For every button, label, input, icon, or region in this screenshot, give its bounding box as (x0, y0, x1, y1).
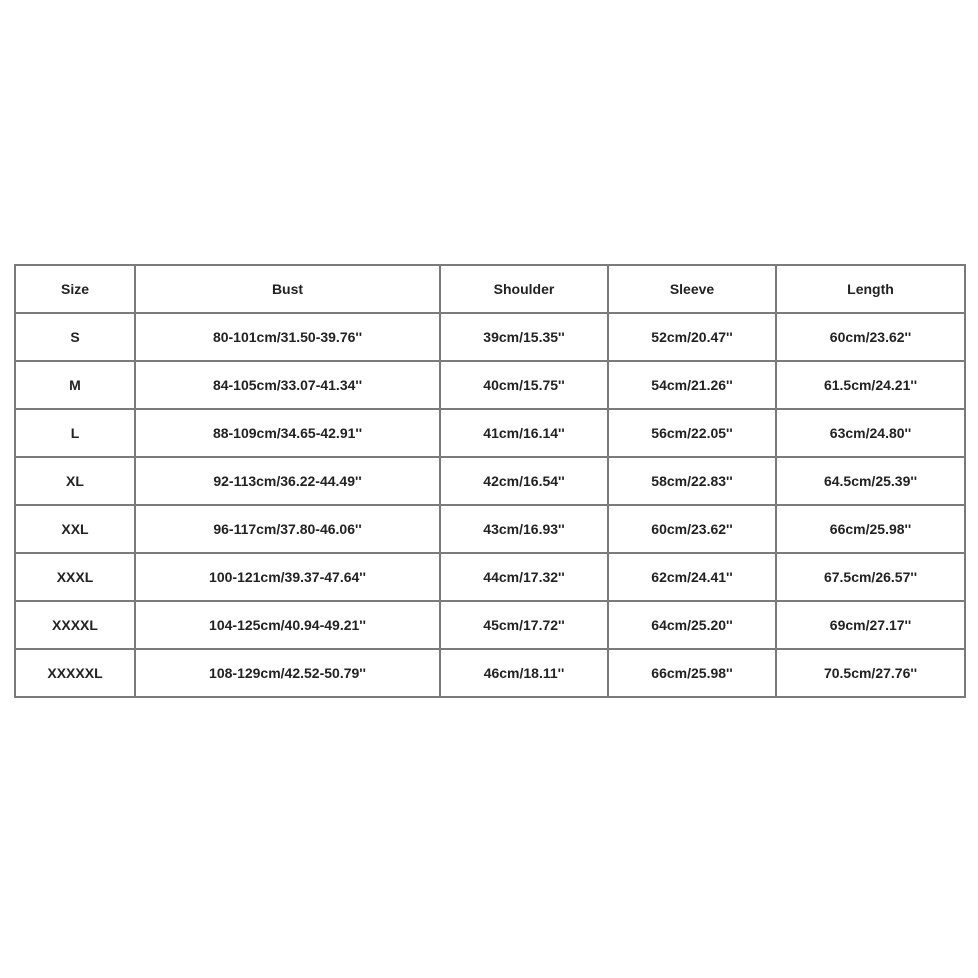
sleeve-cell: 58cm/22.83'' (608, 457, 776, 505)
header-sleeve: Sleeve (608, 265, 776, 313)
size-chart-table (14, 264, 966, 698)
shoulder-cell: 45cm/17.72'' (440, 601, 608, 649)
size-cell: L (15, 409, 135, 457)
sleeve-cell: 54cm/21.26'' (608, 361, 776, 409)
header-size: Size (15, 265, 135, 313)
table-row (15, 361, 965, 409)
header-shoulder: Shoulder (440, 265, 608, 313)
sleeve-cell: 66cm/25.98'' (608, 649, 776, 697)
length-cell: 66cm/25.98'' (776, 505, 965, 553)
length-cell: 63cm/24.80'' (776, 409, 965, 457)
sleeve-cell: 56cm/22.05'' (608, 409, 776, 457)
length-cell: 60cm/23.62'' (776, 313, 965, 361)
sleeve-cell: 62cm/24.41'' (608, 553, 776, 601)
size-cell: XXL (15, 505, 135, 553)
size-cell: S (15, 313, 135, 361)
sleeve-cell: 64cm/25.20'' (608, 601, 776, 649)
sleeve-cell: 52cm/20.47'' (608, 313, 776, 361)
bust-cell: 92-113cm/36.22-44.49'' (135, 457, 440, 505)
table-row (15, 457, 965, 505)
shoulder-cell: 44cm/17.32'' (440, 553, 608, 601)
table-row (15, 313, 965, 361)
bust-cell: 84-105cm/33.07-41.34'' (135, 361, 440, 409)
shoulder-cell: 43cm/16.93'' (440, 505, 608, 553)
length-cell: 70.5cm/27.76'' (776, 649, 965, 697)
table-row (15, 649, 965, 697)
size-cell: XXXXXL (15, 649, 135, 697)
bust-cell: 96-117cm/37.80-46.06'' (135, 505, 440, 553)
bust-cell: 80-101cm/31.50-39.76'' (135, 313, 440, 361)
shoulder-cell: 39cm/15.35'' (440, 313, 608, 361)
sleeve-cell: 60cm/23.62'' (608, 505, 776, 553)
shoulder-cell: 40cm/15.75'' (440, 361, 608, 409)
table-header-row (15, 265, 965, 313)
shoulder-cell: 42cm/16.54'' (440, 457, 608, 505)
table-row (15, 601, 965, 649)
shoulder-cell: 46cm/18.11'' (440, 649, 608, 697)
bust-cell: 104-125cm/40.94-49.21'' (135, 601, 440, 649)
size-cell: XXXL (15, 553, 135, 601)
size-cell: XL (15, 457, 135, 505)
shoulder-cell: 41cm/16.14'' (440, 409, 608, 457)
table-row (15, 409, 965, 457)
header-length: Length (776, 265, 965, 313)
bust-cell: 108-129cm/42.52-50.79'' (135, 649, 440, 697)
length-cell: 67.5cm/26.57'' (776, 553, 965, 601)
table-row (15, 553, 965, 601)
table-row (15, 505, 965, 553)
length-cell: 64.5cm/25.39'' (776, 457, 965, 505)
header-bust: Bust (135, 265, 440, 313)
bust-cell: 100-121cm/39.37-47.64'' (135, 553, 440, 601)
size-cell: XXXXL (15, 601, 135, 649)
length-cell: 69cm/27.17'' (776, 601, 965, 649)
length-cell: 61.5cm/24.21'' (776, 361, 965, 409)
size-cell: M (15, 361, 135, 409)
bust-cell: 88-109cm/34.65-42.91'' (135, 409, 440, 457)
